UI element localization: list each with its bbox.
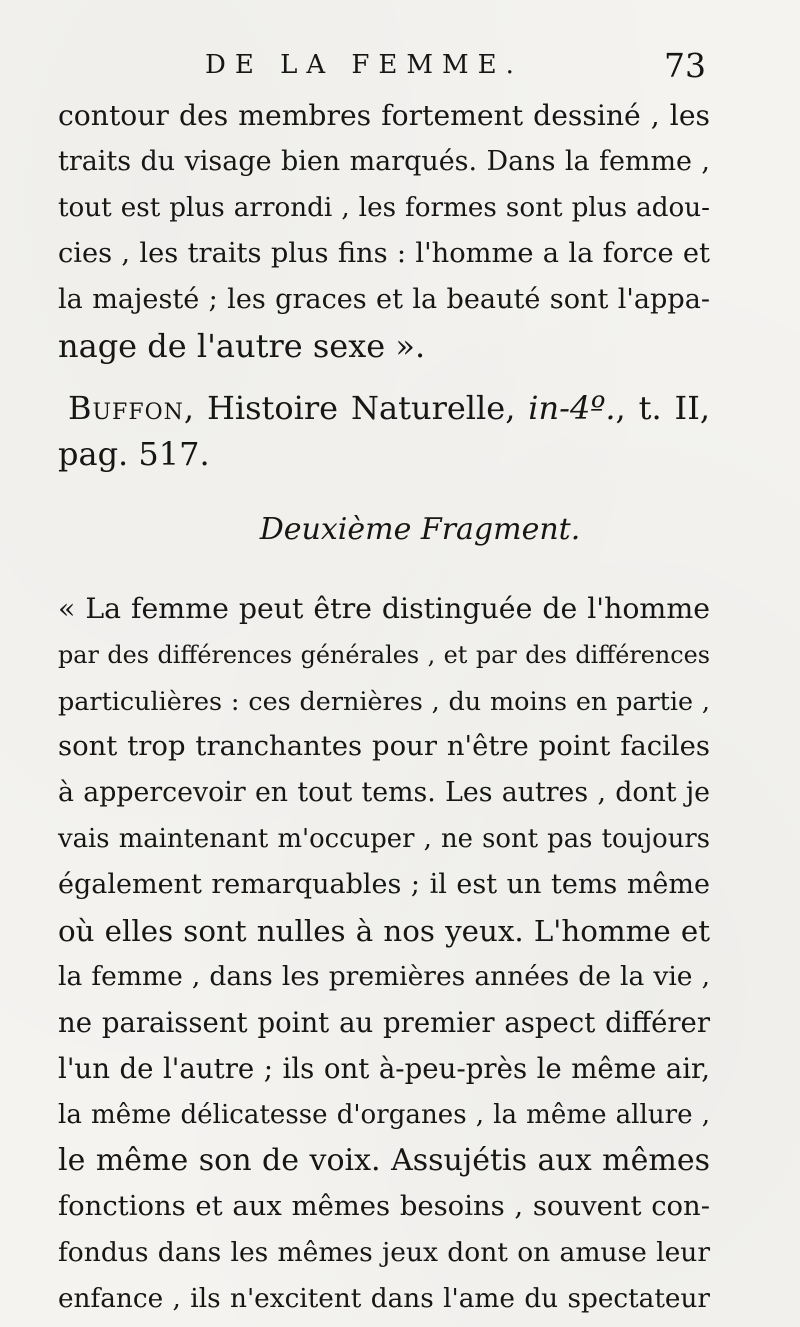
text-line: ne paraissent point au premier aspect différer [58,1007,710,1039]
running-title: DE LA FEMME. [205,50,523,80]
text-line: le même son de voix. Assujétis aux mêmes [58,1143,710,1178]
paragraph-continuation [58,93,710,369]
text-line: l'un de l'autre ; ils ont à-peu-près le même air, [58,1052,710,1085]
text-line: la femme , dans les premières années de la vie , [58,961,710,992]
text-line: enfance , ils n'excitent dans l'ame du spectateur [58,1284,710,1314]
text-line: vais maintenant m'occuper , ne sont pas toujours [58,824,710,854]
text-line: particulières : ces dernières , du moins en partie , [58,686,710,716]
citation-format: in-4º. [528,389,616,427]
citation-page: pag. 517. [58,435,210,473]
citation-work: , Histoire Naturelle, [183,389,529,427]
text-line: également remarquables ; il est un tems même [58,869,710,900]
text-line: fondus dans les mêmes jeux dont on amuse leur [58,1237,710,1268]
paragraph-fragment-two [58,586,710,1322]
text-line: traits du visage bien marqués. Dans la femme , [58,146,710,177]
source-citation [58,385,710,477]
page-number: 73 [664,46,706,85]
text-line: contour des membres fortement dessiné , les [58,99,710,132]
citation-volume: , t. II, [615,389,711,427]
citation-author: Buffon [68,389,184,427]
text-line: sont trop tranchantes pour n'être point faciles [58,731,710,762]
text-line: la même délicatesse d'organes , la même allure , [58,1100,710,1130]
text-line: à appercevoir en tout tems. Les autres , dont je [58,777,710,808]
section-heading: Deuxième Fragment. [259,512,581,547]
text-line: tout est plus arrondi , les formes sont plus adou- [58,193,710,223]
text-line: cies , les traits plus fins : l'homme a la force et [58,238,710,269]
text-line: par des différences générales , et par des différences [58,641,710,669]
page-header [0,46,800,86]
text-line: où elles sont nulles à nos yeux. L'homme et [58,914,710,948]
text-line: la majesté ; les graces et la beauté sont l'appa- [58,284,710,315]
text-line: nage de l'autre sexe ». [58,327,426,365]
text-line: « La femme peut être distinguée de l'homme [58,592,710,625]
text-line: fonctions et aux mêmes besoins , souvent con- [58,1191,710,1222]
citation-line [58,385,710,431]
